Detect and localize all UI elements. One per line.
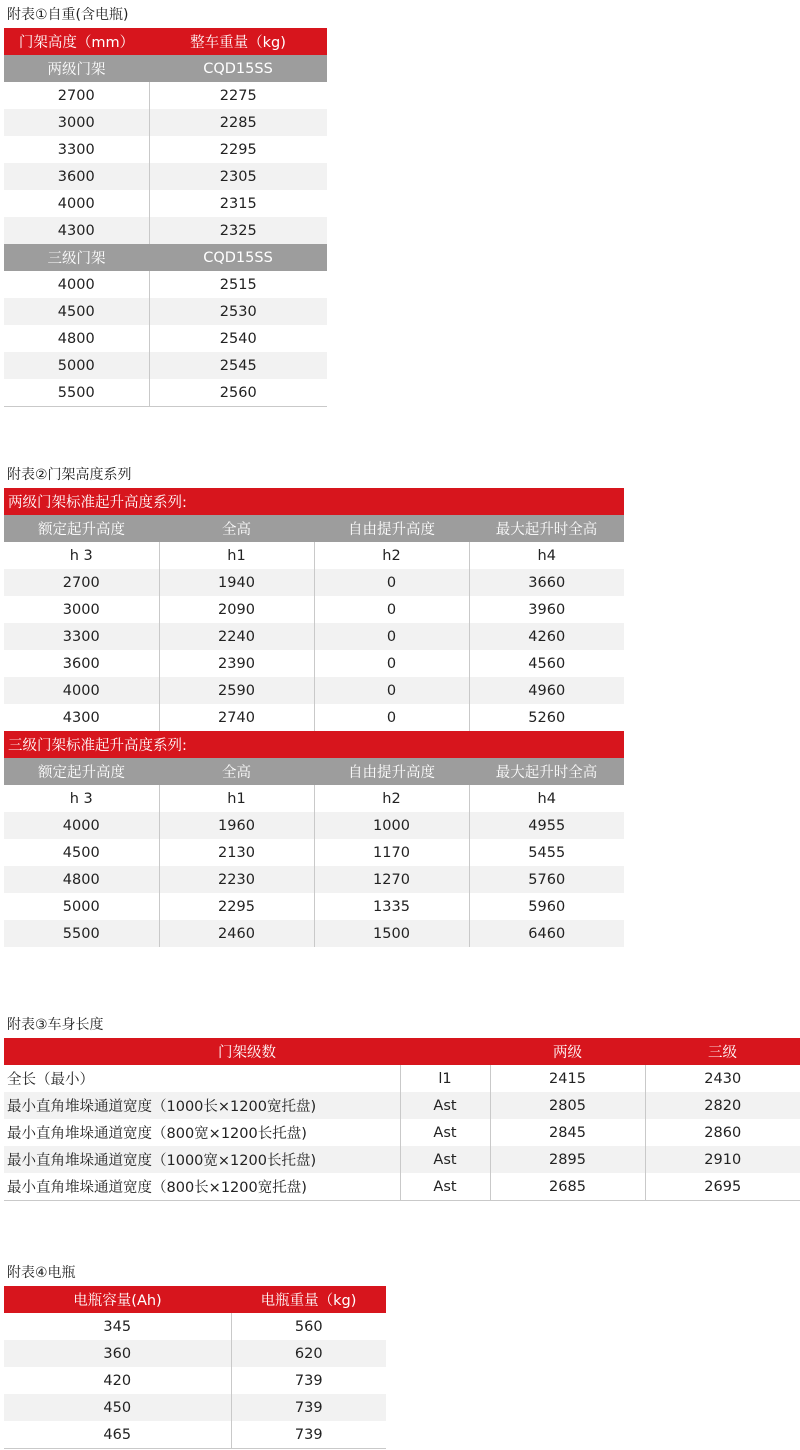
cell: 4500 [4, 298, 149, 325]
cell: 1940 [159, 569, 314, 596]
cell: 4000 [4, 812, 159, 839]
cell: 3600 [4, 163, 149, 190]
table-header-row [4, 28, 327, 55]
cell: 3000 [4, 109, 149, 136]
cell: 2390 [159, 650, 314, 677]
cell: h2 [314, 542, 469, 569]
cell: 2740 [159, 704, 314, 731]
table-row [4, 650, 624, 677]
cell: 2130 [159, 839, 314, 866]
table-row [4, 920, 624, 947]
cell: 2805 [490, 1092, 645, 1119]
symbol-row [4, 785, 624, 812]
banner-cell: 三级门架标准起升高度系列: [4, 731, 624, 758]
cell: 2820 [645, 1092, 800, 1119]
subheader-cell: 最大起升时全高 [469, 515, 624, 542]
section-banner [4, 488, 624, 515]
subheader-cell: 全高 [159, 515, 314, 542]
cell: 2295 [149, 136, 327, 163]
table-header-row [4, 1286, 386, 1313]
subheader-cell: 额定起升高度 [4, 758, 159, 785]
cell: 420 [4, 1367, 231, 1394]
cell: 2545 [149, 352, 327, 379]
table-row [4, 1119, 800, 1146]
table-row [4, 596, 624, 623]
cell: 560 [231, 1313, 386, 1340]
cell: 0 [314, 596, 469, 623]
cell: 2540 [149, 325, 327, 352]
cell: 2325 [149, 217, 327, 244]
cell: 4300 [4, 704, 159, 731]
cell: 5500 [4, 920, 159, 947]
mast-height-table [4, 488, 624, 947]
cell: 2515 [149, 271, 327, 298]
table-row [4, 352, 327, 379]
table-row [4, 1367, 386, 1394]
table-row [4, 677, 624, 704]
cell: 739 [231, 1421, 386, 1449]
subheader-cell: 两级门架 [4, 55, 149, 82]
subheader-cell: 全高 [159, 758, 314, 785]
cell: 1270 [314, 866, 469, 893]
table-row [4, 569, 624, 596]
table-row [4, 1092, 800, 1119]
table-row [4, 893, 624, 920]
header-cell: 电瓶容量(Ah) [4, 1286, 231, 1313]
cell: 4800 [4, 866, 159, 893]
table-row [4, 1421, 386, 1449]
cell: h1 [159, 542, 314, 569]
cell: 5000 [4, 352, 149, 379]
cell: 2910 [645, 1146, 800, 1173]
subheader-cell: 三级门架 [4, 244, 149, 271]
cell: 0 [314, 569, 469, 596]
table-row [4, 812, 624, 839]
cell: 2230 [159, 866, 314, 893]
cell: 最小直角堆垛通道宽度（1000宽×1200长托盘) [4, 1146, 400, 1173]
subheader-row [4, 758, 624, 785]
cell: 3600 [4, 650, 159, 677]
cell: 5500 [4, 379, 149, 407]
table-row [4, 163, 327, 190]
cell: 4000 [4, 677, 159, 704]
subheader-cell: CQD15SS [149, 55, 327, 82]
cell: 5960 [469, 893, 624, 920]
cell: 465 [4, 1421, 231, 1449]
table-row [4, 136, 327, 163]
table-row [4, 1065, 800, 1092]
cell: 2430 [645, 1065, 800, 1092]
cell: 2305 [149, 163, 327, 190]
cell: 4000 [4, 190, 149, 217]
table-row [4, 623, 624, 650]
header-cell: 电瓶重量（kg) [231, 1286, 386, 1313]
header-cell: 两级 [490, 1038, 645, 1065]
table4-title: 附表④电瓶 [7, 1265, 76, 1281]
cell: h2 [314, 785, 469, 812]
banner-cell: 两级门架标准起升高度系列: [4, 488, 624, 515]
cell: 2895 [490, 1146, 645, 1173]
cell: 2315 [149, 190, 327, 217]
table2-title: 附表②门架高度系列 [7, 467, 132, 483]
cell: 3660 [469, 569, 624, 596]
cell: 1335 [314, 893, 469, 920]
symbol-row [4, 542, 624, 569]
subheader-cell: 最大起升时全高 [469, 758, 624, 785]
cell: l1 [400, 1065, 490, 1092]
table-row [4, 866, 624, 893]
cell: 2590 [159, 677, 314, 704]
section-banner [4, 731, 624, 758]
table-row [4, 1173, 800, 1201]
cell: 4300 [4, 217, 149, 244]
table-row [4, 298, 327, 325]
table-row [4, 271, 327, 298]
cell: h 3 [4, 785, 159, 812]
table-row [4, 325, 327, 352]
cell: 345 [4, 1313, 231, 1340]
cell: 最小直角堆垛通道宽度（1000长×1200宽托盘) [4, 1092, 400, 1119]
cell: Ast [400, 1119, 490, 1146]
cell: 2090 [159, 596, 314, 623]
cell: Ast [400, 1146, 490, 1173]
cell: 0 [314, 677, 469, 704]
cell: 全长（最小） [4, 1065, 400, 1092]
cell: 2685 [490, 1173, 645, 1201]
cell: 0 [314, 623, 469, 650]
cell: 2460 [159, 920, 314, 947]
cell: 4955 [469, 812, 624, 839]
cell: 最小直角堆垛通道宽度（800宽×1200长托盘) [4, 1119, 400, 1146]
cell: 1000 [314, 812, 469, 839]
cell: 4960 [469, 677, 624, 704]
cell: 2700 [4, 82, 149, 109]
cell: 739 [231, 1394, 386, 1421]
cell: 4800 [4, 325, 149, 352]
cell: 2295 [159, 893, 314, 920]
cell: 3960 [469, 596, 624, 623]
cell: 2415 [490, 1065, 645, 1092]
subheader-row [4, 244, 327, 271]
cell: 2700 [4, 569, 159, 596]
subheader-cell: 自由提升高度 [314, 758, 469, 785]
subheader-row [4, 515, 624, 542]
cell: 2695 [645, 1173, 800, 1201]
cell: 0 [314, 650, 469, 677]
subheader-cell: CQD15SS [149, 244, 327, 271]
header-cell: 三级 [645, 1038, 800, 1065]
table-row [4, 1146, 800, 1173]
cell: 4560 [469, 650, 624, 677]
cell: 1960 [159, 812, 314, 839]
cell: 5260 [469, 704, 624, 731]
cell: 2240 [159, 623, 314, 650]
cell: 最小直角堆垛通道宽度（800长×1200宽托盘) [4, 1173, 400, 1201]
cell: 3300 [4, 623, 159, 650]
cell: 5760 [469, 866, 624, 893]
cell: 2560 [149, 379, 327, 407]
table-row [4, 379, 327, 407]
header-cell: 整车重量（kg) [149, 28, 327, 55]
subheader-row [4, 55, 327, 82]
cell: 620 [231, 1340, 386, 1367]
table1-title: 附表①自重(含电瓶) [7, 7, 129, 23]
cell: h4 [469, 542, 624, 569]
cell: 2275 [149, 82, 327, 109]
cell: 5455 [469, 839, 624, 866]
cell: Ast [400, 1092, 490, 1119]
table-row [4, 1313, 386, 1340]
battery-table [4, 1286, 386, 1449]
subheader-cell: 额定起升高度 [4, 515, 159, 542]
cell: 1170 [314, 839, 469, 866]
weight-table [4, 28, 327, 407]
cell: 360 [4, 1340, 231, 1367]
cell: 450 [4, 1394, 231, 1421]
subheader-cell: 自由提升高度 [314, 515, 469, 542]
cell: 2860 [645, 1119, 800, 1146]
header-cell: 门架高度（mm） [4, 28, 149, 55]
body-length-table [4, 1038, 800, 1201]
cell: 4000 [4, 271, 149, 298]
table-header-row [4, 1038, 800, 1065]
table-row [4, 190, 327, 217]
cell: 6460 [469, 920, 624, 947]
table-row [4, 109, 327, 136]
cell: 3300 [4, 136, 149, 163]
table-row [4, 1394, 386, 1421]
cell: 4500 [4, 839, 159, 866]
cell: 2845 [490, 1119, 645, 1146]
cell: 3000 [4, 596, 159, 623]
cell: 0 [314, 704, 469, 731]
table-row [4, 839, 624, 866]
cell: 1500 [314, 920, 469, 947]
cell: h 3 [4, 542, 159, 569]
table-row [4, 217, 327, 244]
cell: 739 [231, 1367, 386, 1394]
cell: 2285 [149, 109, 327, 136]
cell: 4260 [469, 623, 624, 650]
table-row [4, 704, 624, 731]
cell: 5000 [4, 893, 159, 920]
cell: h1 [159, 785, 314, 812]
table-row [4, 1340, 386, 1367]
cell: Ast [400, 1173, 490, 1201]
table-row [4, 82, 327, 109]
cell: 2530 [149, 298, 327, 325]
cell: h4 [469, 785, 624, 812]
table3-title: 附表③车身长度 [7, 1017, 104, 1033]
header-cell: 门架级数 [4, 1038, 490, 1065]
